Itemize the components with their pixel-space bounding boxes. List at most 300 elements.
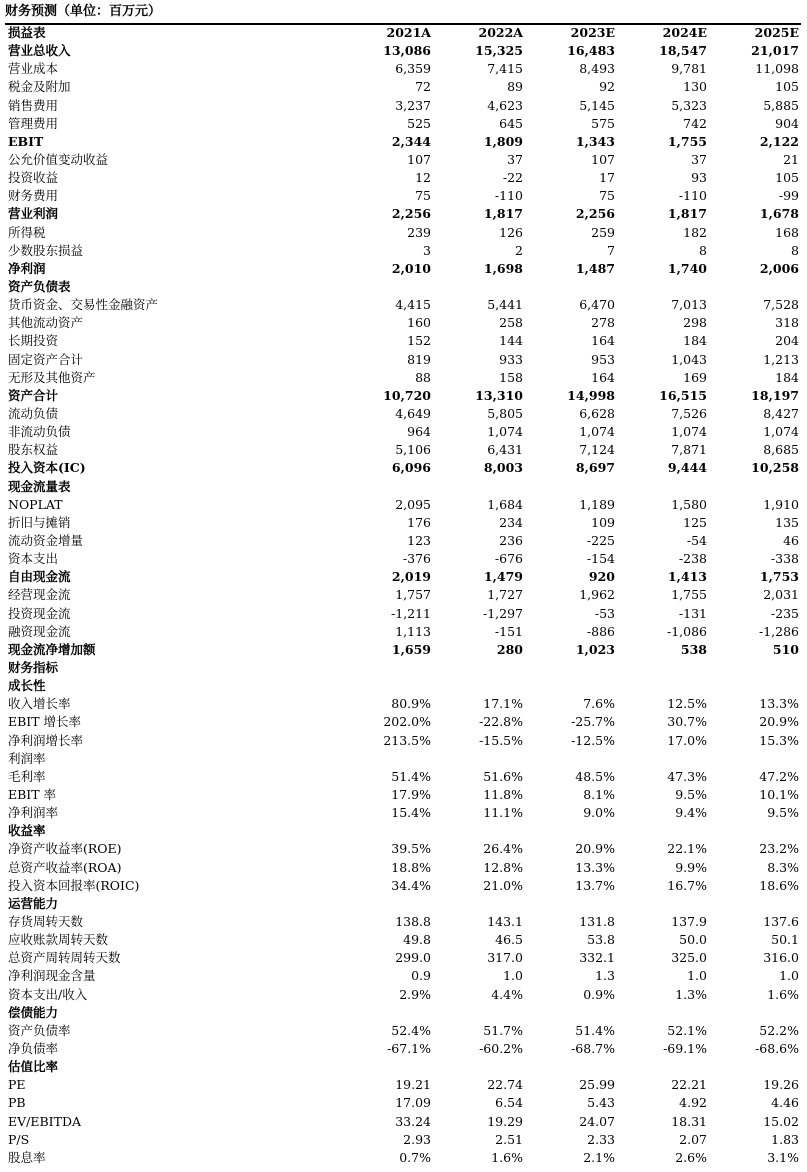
- cell-value: 1,074: [579, 424, 615, 440]
- cell-value: [433, 478, 525, 496]
- cell-value: 0.9%: [583, 986, 615, 1002]
- table-row: [5, 840, 801, 858]
- cell-value: -131: [678, 605, 707, 621]
- cell-value: 325.0: [671, 950, 707, 966]
- table-row: [5, 858, 801, 876]
- cell-value: 819: [407, 351, 431, 367]
- cell-value: [525, 750, 617, 768]
- cell-value: -68.7%: [571, 1040, 615, 1056]
- cell-value: [433, 278, 525, 296]
- cell-value: 14,998: [567, 387, 615, 403]
- row-label: 资产负债表: [8, 279, 71, 295]
- cell-value: 4,649: [395, 406, 431, 422]
- cell-value: [617, 750, 709, 768]
- row-label: 经营现金流: [8, 587, 71, 603]
- cell-value: 137.6: [763, 913, 799, 929]
- row-label: 收益率: [8, 823, 46, 839]
- table-row: [5, 641, 801, 659]
- cell-value: 12.8%: [483, 859, 523, 875]
- table-row: [5, 931, 801, 949]
- cell-value: 30.7%: [667, 714, 707, 730]
- cell-value: 143.1: [487, 913, 523, 929]
- cell-value: -22.8%: [479, 714, 523, 730]
- row-label: 总资产周转周转天数: [8, 950, 121, 966]
- cell-value: [709, 677, 801, 695]
- cell-value: 48.5%: [575, 768, 615, 784]
- cell-value: 742: [683, 115, 707, 131]
- cell-value: 24.07: [579, 1113, 615, 1129]
- cell-value: [617, 895, 709, 913]
- cell-value: 6,359: [395, 61, 431, 77]
- cell-value: 1,817: [483, 206, 523, 222]
- row-label: 营业成本: [8, 61, 59, 77]
- cell-value: 1,023: [575, 641, 615, 657]
- row-label: 投入资本回报率(ROIC): [8, 877, 140, 893]
- cell-value: 236: [499, 533, 523, 548]
- table-row: [5, 60, 801, 78]
- cell-value: [341, 478, 433, 496]
- cell-value: 1.0: [687, 968, 707, 984]
- cell-value: 299.0: [395, 950, 431, 966]
- cell-value: 2,256: [391, 206, 431, 222]
- cell-value: 259: [591, 224, 615, 240]
- cell-value: 6,431: [487, 442, 523, 458]
- row-label: 偿债能力: [8, 1004, 59, 1020]
- cell-value: 298: [683, 315, 707, 331]
- cell-value: 92: [599, 79, 615, 95]
- cell-value: [433, 659, 525, 677]
- cell-value: 2.1%: [583, 1149, 615, 1165]
- cell-value: 50.0: [679, 932, 707, 948]
- cell-value: 9.5%: [675, 786, 707, 802]
- cell-value: 1,189: [579, 496, 615, 512]
- cell-value: 8,685: [763, 442, 799, 458]
- cell-value: 33.24: [395, 1113, 431, 1129]
- table-row: [5, 187, 801, 205]
- cell-value: 953: [591, 351, 615, 367]
- table-row: [5, 677, 801, 695]
- cell-value: 1,213: [763, 351, 799, 367]
- cell-value: 318: [775, 315, 799, 331]
- cell-value: 19.21: [395, 1077, 431, 1093]
- cell-value: 11.1%: [483, 805, 523, 821]
- table-row: [5, 967, 801, 985]
- cell-value: 8,427: [763, 406, 799, 422]
- cell-value: 22.1%: [667, 841, 707, 857]
- cell-value: 6.54: [495, 1095, 523, 1111]
- row-label: 现金流净增加额: [8, 641, 96, 657]
- cell-value: 5,885: [763, 97, 799, 113]
- table-row: [5, 405, 801, 423]
- table-row: [5, 205, 801, 223]
- table-row: [5, 804, 801, 822]
- cell-value: 164: [591, 333, 615, 349]
- row-label: 货币资金、交易性金融资产: [8, 297, 159, 313]
- row-label: 净利润率: [8, 805, 59, 821]
- cell-value: [617, 478, 709, 496]
- cell-value: 107: [591, 152, 615, 168]
- cell-value: -1,297: [482, 605, 523, 621]
- cell-value: -886: [586, 623, 615, 639]
- row-label: 总资产收益率(ROA): [8, 859, 122, 875]
- cell-value: [709, 822, 801, 840]
- cell-value: 933: [499, 351, 523, 367]
- cell-value: -68.6%: [755, 1040, 799, 1056]
- cell-value: [433, 1004, 525, 1022]
- cell-value: 1.0: [779, 968, 799, 984]
- table-row: [5, 296, 801, 314]
- cell-value: -110: [678, 188, 707, 204]
- cell-value: [341, 659, 433, 677]
- cell-value: 1,413: [667, 569, 707, 585]
- table-row: [5, 224, 801, 242]
- table-row: [5, 1058, 801, 1076]
- cell-value: 202.0%: [383, 714, 431, 730]
- cell-value: [341, 895, 433, 913]
- cell-value: 2,095: [395, 496, 431, 512]
- table-row: [5, 1022, 801, 1040]
- cell-value: [341, 822, 433, 840]
- cell-value: 1,684: [487, 496, 523, 512]
- cell-value: 18,197: [751, 387, 799, 403]
- cell-value: 5,145: [579, 97, 615, 113]
- cell-value: 3.1%: [767, 1149, 799, 1165]
- cell-value: 0.7%: [399, 1149, 431, 1165]
- cell-value: -151: [494, 623, 523, 639]
- row-label: 折旧与摊销: [8, 514, 71, 530]
- cell-value: 9,444: [667, 460, 707, 476]
- cell-value: 13.7%: [575, 877, 615, 893]
- table-row: [5, 169, 801, 187]
- row-label: 固定资产合计: [8, 351, 84, 367]
- cell-value: 4,415: [395, 297, 431, 313]
- cell-value: 2,010: [391, 260, 431, 276]
- row-label: 无形及其他资产: [8, 369, 96, 385]
- cell-value: 1,727: [487, 587, 523, 603]
- cell-value: -676: [494, 551, 523, 567]
- cell-value: [341, 1058, 433, 1076]
- cell-value: 1,580: [671, 496, 707, 512]
- cell-value: 16,483: [567, 43, 615, 59]
- cell-value: 316.0: [763, 950, 799, 966]
- cell-value: 1,755: [667, 133, 707, 149]
- cell-value: -338: [770, 551, 799, 567]
- cell-value: 26.4%: [483, 841, 523, 857]
- cell-value: -235: [770, 605, 799, 621]
- cell-value: -12.5%: [571, 732, 615, 748]
- row-label: 财务费用: [8, 188, 59, 204]
- table-row: [5, 97, 801, 115]
- cell-value: [341, 278, 433, 296]
- cell-value: 105: [775, 79, 799, 95]
- cell-value: 25.99: [579, 1077, 615, 1093]
- cell-value: 2,344: [391, 133, 431, 149]
- cell-value: 15.02: [763, 1113, 799, 1129]
- cell-value: 138.8: [395, 913, 431, 929]
- cell-value: 9,781: [671, 61, 707, 77]
- cell-value: 2.93: [403, 1131, 431, 1147]
- cell-value: 152: [407, 333, 431, 349]
- cell-value: 19.26: [763, 1077, 799, 1093]
- table-row: [5, 260, 801, 278]
- cell-value: [525, 822, 617, 840]
- cell-value: 964: [407, 424, 431, 440]
- year-header: 2021A: [386, 25, 431, 41]
- row-label: 净负债率: [8, 1040, 59, 1056]
- cell-value: 21.0%: [483, 877, 523, 893]
- cell-value: 0.9: [411, 968, 431, 984]
- cell-value: 6,628: [579, 406, 615, 422]
- table-row: [5, 514, 801, 532]
- row-label: 运营能力: [8, 895, 59, 911]
- cell-value: [433, 1058, 525, 1076]
- cell-value: 49.8: [403, 932, 431, 948]
- cell-value: 131.8: [579, 913, 615, 929]
- cell-value: 184: [775, 369, 799, 385]
- cell-value: 8.3%: [767, 859, 799, 875]
- cell-value: 105: [775, 170, 799, 186]
- row-label: 存货周转天数: [8, 913, 84, 929]
- cell-value: -15.5%: [479, 732, 523, 748]
- cell-value: 1,817: [667, 206, 707, 222]
- cell-value: 12: [415, 170, 431, 186]
- row-label: 净利润: [8, 260, 46, 276]
- cell-value: 158: [499, 369, 523, 385]
- cell-value: 2,006: [759, 260, 799, 276]
- cell-value: 18,547: [659, 43, 707, 59]
- row-label: 税金及附加: [8, 79, 71, 95]
- table-row: [5, 1094, 801, 1112]
- cell-value: 17: [599, 170, 615, 186]
- cell-value: 11.8%: [483, 786, 523, 802]
- header-row: [5, 24, 801, 42]
- cell-value: 22.74: [487, 1077, 523, 1093]
- cell-value: 12.5%: [667, 696, 707, 712]
- table-row: [5, 278, 801, 296]
- cell-value: 182: [683, 224, 707, 240]
- cell-value: 52.4%: [391, 1022, 431, 1038]
- cell-value: 1.6%: [767, 986, 799, 1002]
- cell-value: 7: [607, 242, 615, 258]
- row-label: 少数股东损益: [8, 242, 84, 258]
- cell-value: -67.1%: [387, 1040, 431, 1056]
- cell-value: 1,074: [763, 424, 799, 440]
- row-label: 投资现金流: [8, 605, 71, 621]
- row-label: 资产合计: [8, 387, 59, 403]
- cell-value: 7,124: [579, 442, 615, 458]
- row-label: 股东权益: [8, 442, 59, 458]
- cell-value: 16,515: [659, 387, 707, 403]
- cell-value: 52.2%: [759, 1022, 799, 1038]
- cell-value: 8: [699, 242, 707, 258]
- cell-value: -154: [586, 551, 615, 567]
- table-row: [5, 115, 801, 133]
- cell-value: 46: [783, 533, 799, 548]
- cell-value: 5,805: [487, 406, 523, 422]
- cell-value: 17.09: [395, 1095, 431, 1111]
- cell-value: 5.43: [587, 1095, 615, 1111]
- row-label: 毛利率: [8, 768, 46, 784]
- cell-value: 5,323: [671, 97, 707, 113]
- cell-value: [617, 659, 709, 677]
- cell-value: 1.6%: [491, 1149, 523, 1165]
- cell-value: 13,086: [383, 43, 431, 59]
- financial-forecast-table: [5, 24, 801, 1167]
- table-row: [5, 895, 801, 913]
- row-label: 估值比率: [8, 1059, 59, 1075]
- cell-value: 1,074: [487, 424, 523, 440]
- cell-value: 75: [415, 188, 431, 204]
- cell-value: 9.4%: [675, 805, 707, 821]
- cell-value: [617, 1004, 709, 1022]
- cell-value: 13.3%: [575, 859, 615, 875]
- cell-value: 89: [507, 79, 523, 95]
- row-label: 营业总收入: [8, 43, 71, 59]
- cell-value: -1,211: [390, 605, 431, 621]
- cell-value: 3,237: [395, 97, 431, 113]
- cell-value: 21: [783, 152, 799, 168]
- cell-value: 7,871: [671, 442, 707, 458]
- cell-value: [617, 677, 709, 695]
- cell-value: 18.6%: [759, 877, 799, 893]
- cell-value: 15.3%: [759, 732, 799, 748]
- table-row: [5, 532, 801, 550]
- cell-value: 920: [588, 569, 615, 585]
- table-row: [5, 332, 801, 350]
- cell-value: 144: [499, 333, 523, 349]
- row-label: 利润率: [8, 750, 46, 766]
- cell-value: 234: [499, 514, 523, 530]
- cell-value: 5,106: [395, 442, 431, 458]
- cell-value: 50.1: [771, 932, 799, 948]
- row-label: EBIT 增长率: [8, 714, 82, 730]
- cell-value: 1,809: [483, 133, 523, 149]
- cell-value: 1.0: [503, 968, 523, 984]
- table-row: [5, 750, 801, 768]
- table-row: [5, 423, 801, 441]
- cell-value: 109: [591, 514, 615, 530]
- cell-value: 332.1: [579, 950, 615, 966]
- cell-value: 7,526: [671, 406, 707, 422]
- cell-value: 1.83: [771, 1131, 799, 1147]
- cell-value: 2,256: [575, 206, 615, 222]
- cell-value: 107: [407, 152, 431, 168]
- header-label: 损益表: [8, 25, 46, 41]
- cell-value: 19.29: [487, 1113, 523, 1129]
- cell-value: [433, 750, 525, 768]
- cell-value: 2.6%: [675, 1149, 707, 1165]
- cell-value: 37: [691, 152, 707, 168]
- cell-value: -225: [586, 533, 615, 548]
- cell-value: -53: [594, 605, 615, 621]
- cell-value: -69.1%: [663, 1040, 707, 1056]
- table-row: [5, 1004, 801, 1022]
- cell-value: 1.3%: [675, 986, 707, 1002]
- cell-value: 525: [407, 115, 431, 131]
- cell-value: -110: [494, 188, 523, 204]
- cell-value: 6,096: [391, 460, 431, 476]
- cell-value: 904: [775, 115, 799, 131]
- row-label: 净资产收益率(ROE): [8, 841, 122, 857]
- row-label: 长期投资: [8, 333, 59, 349]
- cell-value: [709, 278, 801, 296]
- cell-value: 4.4%: [491, 986, 523, 1002]
- row-label: P/S: [8, 1131, 30, 1147]
- cell-value: 1,740: [667, 260, 707, 276]
- cell-value: [709, 1004, 801, 1022]
- cell-value: -238: [678, 551, 707, 567]
- cell-value: 8,003: [483, 460, 523, 476]
- cell-value: 184: [683, 333, 707, 349]
- cell-value: 1,479: [483, 569, 523, 585]
- cell-value: [341, 1004, 433, 1022]
- cell-value: 1,343: [575, 133, 615, 149]
- table-row: [5, 351, 801, 369]
- cell-value: 47.3%: [667, 768, 707, 784]
- cell-value: 22.21: [671, 1077, 707, 1093]
- cell-value: 47.2%: [759, 768, 799, 784]
- cell-value: 15,325: [475, 43, 523, 59]
- cell-value: -60.2%: [479, 1040, 523, 1056]
- cell-value: 3: [423, 242, 431, 258]
- table-row: [5, 713, 801, 731]
- cell-value: 8,493: [579, 61, 615, 77]
- cell-value: [709, 750, 801, 768]
- cell-value: 4.92: [679, 1095, 707, 1111]
- cell-value: 51.4%: [391, 768, 431, 784]
- table-row: [5, 605, 801, 623]
- cell-value: 1,757: [395, 587, 431, 603]
- row-label: 收入增长率: [8, 696, 71, 712]
- cell-value: 2,122: [759, 133, 799, 149]
- cell-value: 53.8: [587, 932, 615, 948]
- cell-value: [525, 1058, 617, 1076]
- cell-value: 6,470: [579, 297, 615, 313]
- cell-value: 176: [407, 514, 431, 530]
- cell-value: 7,013: [671, 297, 707, 313]
- row-label: EBIT 率: [8, 786, 57, 802]
- row-label: 净利润增长率: [8, 732, 84, 748]
- cell-value: 7,528: [763, 297, 799, 313]
- year-header: 2024E: [662, 25, 707, 41]
- row-label: 资本支出/收入: [8, 986, 88, 1002]
- cell-value: 17.0%: [667, 732, 707, 748]
- cell-value: 135: [775, 514, 799, 530]
- row-label: 应收账款周转天数: [8, 932, 109, 948]
- cell-value: [709, 478, 801, 496]
- cell-value: 1,113: [395, 623, 431, 639]
- cell-value: 51.4%: [575, 1022, 615, 1038]
- table-row: [5, 877, 801, 895]
- cell-value: 10.1%: [759, 786, 799, 802]
- row-label: 管理费用: [8, 115, 59, 131]
- row-label: PE: [8, 1077, 26, 1093]
- table-row: [5, 1076, 801, 1094]
- table-row: [5, 695, 801, 713]
- table-row: [5, 550, 801, 568]
- cell-value: 34.4%: [391, 877, 431, 893]
- row-label: 流动负债: [8, 406, 59, 422]
- table-row: [5, 369, 801, 387]
- row-label: 投资收益: [8, 170, 59, 186]
- cell-value: 37: [507, 152, 523, 168]
- cell-value: [709, 659, 801, 677]
- cell-value: 213.5%: [383, 732, 431, 748]
- table-row: [5, 242, 801, 260]
- cell-value: 1,487: [575, 260, 615, 276]
- cell-value: -54: [686, 533, 707, 548]
- row-label: 营业利润: [8, 206, 59, 222]
